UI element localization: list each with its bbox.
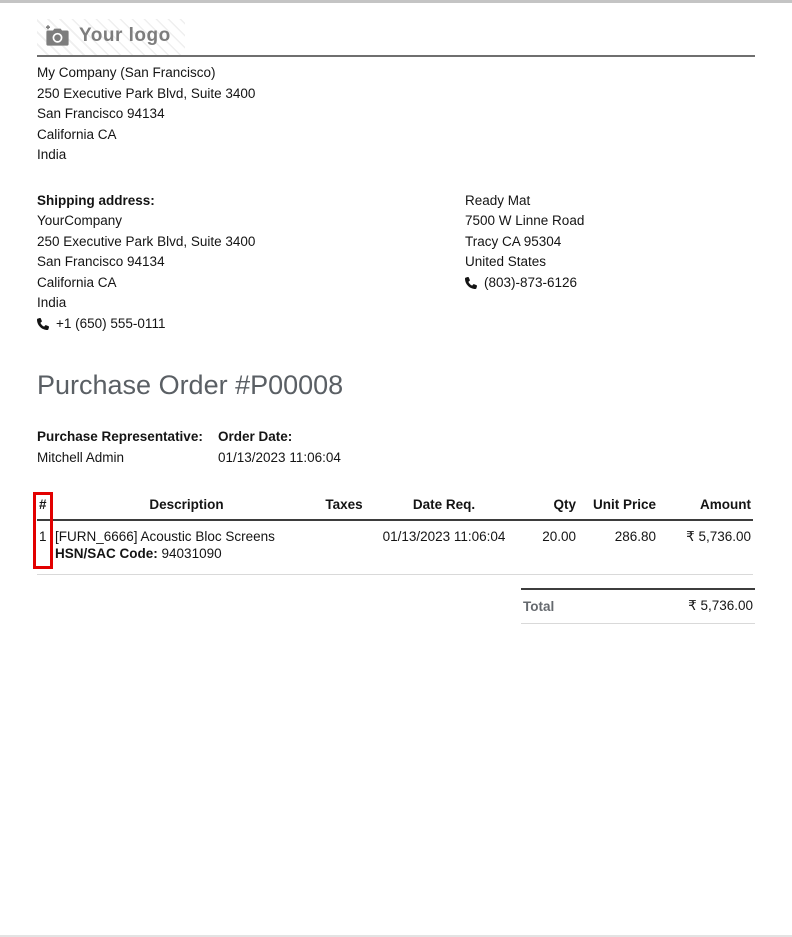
col-header-description: Description [53, 495, 320, 520]
phone-icon [465, 277, 477, 289]
order-date-value: 01/13/2023 11:06:04 [218, 450, 341, 465]
order-info-row [37, 426, 755, 468]
line-taxes [320, 520, 368, 575]
shipping-city: San Francisco 94134 [37, 254, 165, 269]
address-columns [37, 191, 755, 335]
hsn-code-label: HSN/SAC Code: [55, 546, 158, 561]
table-row [37, 520, 753, 575]
vendor-city: Tracy CA 95304 [465, 233, 562, 249]
order-lines-table [37, 495, 753, 575]
order-date-block [218, 426, 341, 468]
phone-icon [37, 318, 49, 330]
purchase-representative-value: Mitchell Admin [37, 450, 125, 465]
line-date-req: 01/13/2023 11:06:04 [368, 520, 520, 575]
shipping-address-label: Shipping address: [37, 192, 155, 208]
vendor-street: 7500 W Linne Road [465, 213, 585, 228]
line-qty: 20.00 [520, 520, 578, 575]
line-description-cell [53, 520, 320, 575]
line-unit-price: 286.80 [578, 520, 658, 575]
order-date-label: Order Date: [218, 429, 293, 444]
total-label: Total [523, 598, 555, 614]
shipping-phone-line [37, 314, 420, 335]
vendor-name: Ready Mat [465, 192, 531, 208]
col-header-qty: Qty [520, 495, 578, 520]
hsn-code-value: 94031090 [161, 546, 222, 561]
company-country: India [37, 147, 67, 162]
col-header-unit-price: Unit Price [578, 495, 658, 520]
col-header-amount: Amount [658, 495, 753, 520]
logo-placeholder [37, 19, 185, 55]
logo-text: Your logo [79, 25, 171, 46]
shipping-country: India [37, 295, 67, 310]
camera-plus-icon [44, 24, 70, 48]
purchase-representative-label: Purchase Representative: [37, 429, 203, 444]
viewport-top-edge [0, 0, 792, 3]
shipping-address-block [37, 191, 420, 335]
company-state: California CA [37, 126, 117, 142]
line-amount: ₹ 5,736.00 [658, 520, 753, 575]
col-header-taxes: Taxes [320, 495, 368, 520]
report-header [37, 0, 755, 57]
line-product-name: [FURN_6666] Acoustic Bloc Screens [55, 529, 275, 544]
line-number: 1 [37, 520, 53, 575]
vendor-phone: (803)-873-6126 [484, 274, 578, 290]
vendor-address-block [465, 191, 584, 335]
shipping-street: 250 Executive Park Blvd, Suite 3400 [37, 233, 256, 249]
total-row [521, 588, 755, 624]
shipping-state: California CA [37, 274, 117, 290]
vendor-country: United States [465, 254, 547, 269]
col-header-num: # [37, 495, 53, 520]
vendor-phone-line [465, 273, 584, 294]
purchase-representative-block [37, 426, 218, 468]
company-city: San Francisco 94134 [37, 106, 165, 121]
col-header-date-req: Date Req. [368, 495, 520, 520]
shipping-phone: +1 (650) 555-0111 [56, 315, 166, 331]
table-header-row [37, 495, 753, 520]
total-value: ₹ 5,736.00 [688, 598, 753, 613]
line-hsn [55, 546, 318, 561]
totals-section [521, 588, 755, 624]
company-street: 250 Executive Park Blvd, Suite 3400 [37, 85, 256, 101]
company-name: My Company (San Francisco) [37, 65, 216, 80]
company-address-block [37, 63, 755, 166]
shipping-company: YourCompany [37, 213, 123, 228]
order-lines-table-wrap [37, 495, 755, 575]
page-title: Purchase Order #P00008 [37, 370, 344, 400]
